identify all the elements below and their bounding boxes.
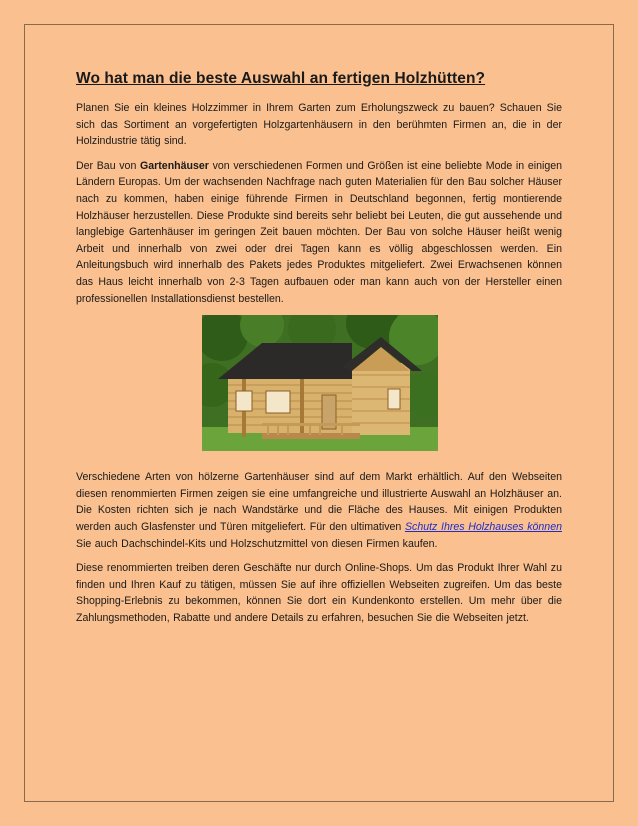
garden-house-illustration [202, 315, 438, 451]
keyword-gartenhaeuser: Gartenhäuser [140, 159, 209, 172]
paragraph-online-shops: Diese renommierten treiben deren Geschäfte nur durch Online-Shops. Um das Produkt Ihrer Wahl zu finden und Ihren Kauf zu tätigen, müssen Sie auf ihre offiziellen Webseiten zugreifen. Um das beste Shopping-Erlebnis zu bekommen, können Sie dort ein Kundenkonto erstellen. Um mehr über die Zahlungsmethoden, Rabatte und andere Details zu erfahren, besuchen Sie die Webseiten jetzt. [76, 562, 562, 624]
paragraph-gartenhaeuser [76, 158, 562, 307]
garden-house-image [202, 315, 438, 451]
paragraph-arten [76, 469, 562, 552]
paragraph-text: Sie auch Dachschindel-Kits und Holzschutzmittel von diesen Firmen kaufen. [76, 537, 438, 550]
paragraph-intro: Planen Sie ein kleines Holzzimmer in Ihrem Garten zum Erholungszweck zu bauen? Schauen Sie sich das Sortiment an vorgefertigten Holzgartenhäusern in den berühmten Firmen an, die in der Holzindustrie tätig sind. [76, 102, 562, 148]
article [76, 70, 562, 634]
holzschutz-link[interactable]: Schutz Ihres Holzhauses können [404, 520, 562, 533]
paragraph-text: Der Bau von [76, 159, 141, 172]
paragraph-text: Verschiedene Arten von hölzerne Gartenhäuser sind auf dem Markt erhältlich. Auf den Webseiten diesen renommierten Firmen zeigen sie eine umfangreiche und illustrierte Auswahl an Holzhäuser an. Die Kosten richten sich je nach Wandstärke und die Fläche des Hauses. Mit einigen Produkten werden auch Glasfenster und Türen mitgeliefert. Für den ultimativen [76, 471, 562, 533]
paragraph-text: von verschiedenen Formen und Größen ist eine beliebte Mode in einigen Ländern Europas. Um der wachsenden Nachfrage nach guten Materialien für den Bau solcher Häuser nach zu kommen, haben einige führende Firmen in Deutschland begonnen, fertig montierende Holzhäuser herzustellen. Diese Produkte sind bereits sehr beliebt bei Leuten, die gut aussehende und langlebige Gartenhäuser im geringen Zeit bauen möchten. Der Bau von solche Häuser heißt wenig Arbeit und innerhalb von zwei oder drei Tagen kann es völlig abgeschlossen werden. Ein Anleitungsbuch wird innerhalb des Pakets jedes Produktes mitgeliefert. Zwei Erwachsenen können das Haus leicht innerhalb von 2-3 Tagen aufbauen oder man kann auch von der Hersteller einen professionellen Installationsdienst bestellen. [76, 159, 562, 305]
page-title: Wo hat man die beste Auswahl an fertigen Holzhütten? [76, 70, 486, 87]
